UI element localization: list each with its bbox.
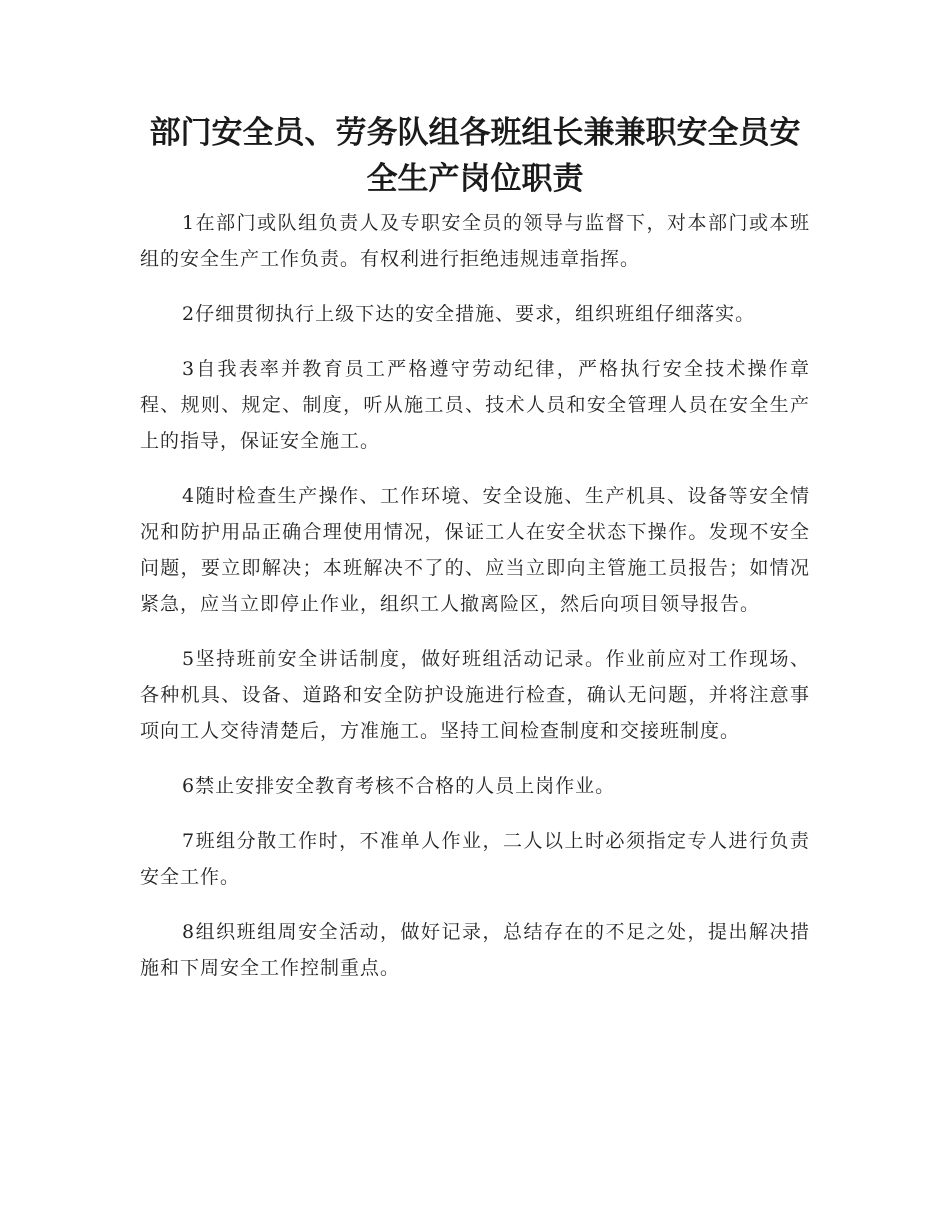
paragraph-5: 5坚持班前安全讲话制度，做好班组活动记录。作业前应对工作现场、各种机具、设备、道路和安全防护设施进行检查，确认无问题，并将注意事项向工人交待清楚后，方准施工。坚持工间检查制度和交接班制度。 xyxy=(140,648,810,742)
paragraph-7: 7班组分散工作时，不准单人作业，二人以上时必须指定专人进行负责安全工作。 xyxy=(140,830,810,888)
document-title: 部门安全员、劳务队组各班组长兼兼职安全员安全生产岗位职责 xyxy=(149,115,801,197)
paragraph-4: 4随时检查生产操作、工作环境、安全设施、生产机具、设备等安全情况和防护用品正确合理使用情况，保证工人在安全状态下操作。发现不安全问题，要立即解决；本班解决不了的、应当立即向主管施工员报告；如情况紧急，应当立即停止作业，组织工人撤离险区，然后向项目领导报告。 xyxy=(140,485,810,615)
paragraph-8: 8组织班组周安全活动，做好记录，总结存在的不足之处，提出解决措施和下周安全工作控制重点。 xyxy=(140,921,810,979)
document-body xyxy=(140,205,810,1005)
paragraph-1: 1在部门或队组负责人及专职安全员的领导与监督下，对本部门或本班组的安全生产工作负责。有权利进行拒绝违规违章指挥。 xyxy=(140,212,810,270)
paragraph-2: 2仔细贯彻执行上级下达的安全措施、要求，组织班组仔细落实。 xyxy=(182,303,756,325)
paragraph-3: 3自我表率并教育员工严格遵守劳动纪律，严格执行安全技术操作章程、规则、规定、制度，听从施工员、技术人员和安全管理人员在安全生产上的指导，保证安全施工。 xyxy=(140,358,810,452)
paragraph-6: 6禁止安排安全教育考核不合格的人员上岗作业。 xyxy=(182,775,616,797)
